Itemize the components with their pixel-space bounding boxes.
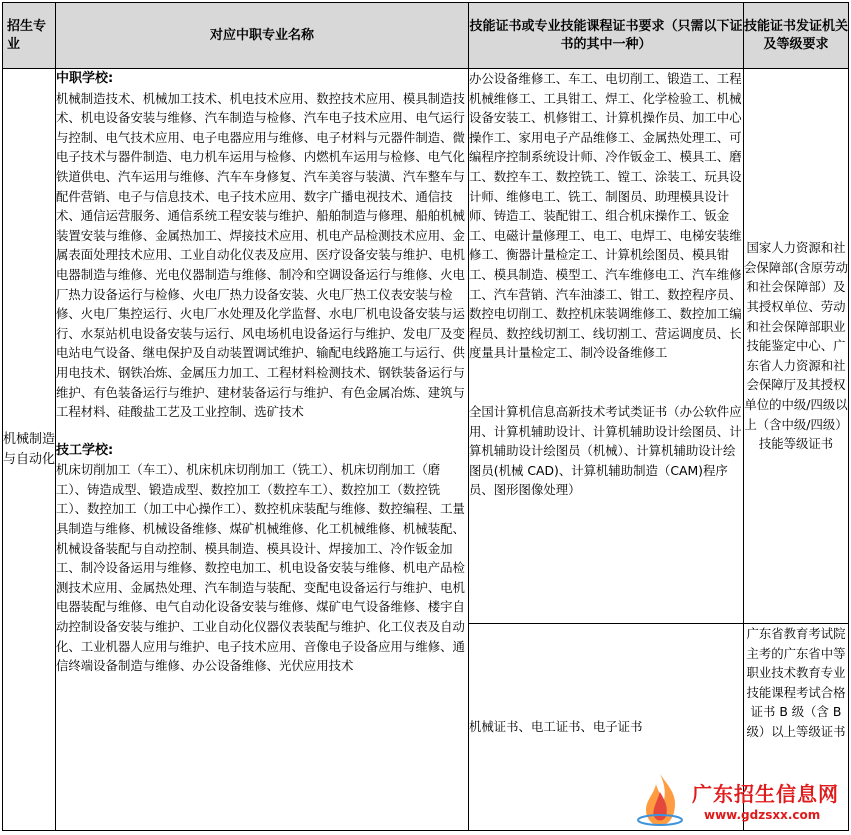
table-row: [3, 69, 849, 624]
site-watermark: [630, 770, 845, 832]
watermark-name: 广东招生信息网: [692, 782, 839, 806]
jigong-list: 机床切削加工（车工）、机床机床切削加工（铣工）、机床切削加工（磨工）、铸造成型、锻造成型、数控加工（数控车工）、数控加工（数控铣工）、数控加工（加工中心操作工）、数控机床装配与维修、数控编程、工量具制造与维修、机械设备维修、煤矿机械维修、化工机械维修、机械装配、机械设备装配与自动控制、模具制造、模具设计、焊接加工、冷作钣金加工、制冷设备运用与维修、数控电加工、机电设备安装与维修、机电产品检测技术应用、金属热处理、汽车制造与装配、变配电设备运行与维护、电机电器装配与维修、电气自动化设备安装与维修、煤矿电气设备维修、楼宇自动控制设备安装与维护、工业自动化仪器仪表装配与维护、化工仪表及自动化、工业机器人应用与维护、电子技术应用、音像电子设备应用与维修、通信终端设备制造与维修、办公设备维修、光伏应用技术: [56, 462, 465, 674]
header-major: 招生专业: [3, 3, 56, 69]
cert-cell-provincial: 机械证书、电工证书、电子证书: [469, 624, 744, 831]
cert-list-national: 办公设备维修工、车工、电切削工、锻造工、工程机械维修工、工具钳工、焊工、化学检验工、机械设备安装工、机修钳工、计算机操作员、加工中心操作工、家用电子产品维修工、金属热处理工、可编程序控制系统设计师、冷作钣金工、模具工、磨工、数控车工、数控铣工、镗工、涂装工、玩具设计师、维修电工、铣工、制图员、助理模具设计师、铸造工、装配钳工、组合机床操作工、钣金工、电磁计量修理工、电工、电焊工、电梯安装维修工、衡器计量检定工、计算机绘图员、模具钳工、模具制造、模型工、汽车维修电工、汽车维修工、汽车营销、汽车油漆工、钳工、数控程序员、数控电切削工、数控机床装调维修工、数控加工编程员、数控线切割工、线切割工、营运调度员、长度量具计量检定工、制冷设备维修工: [469, 71, 742, 361]
zhongzhi-list: 机械制造技术、机械加工技术、机电技术应用、数控技术应用、模具制造技术、机电设备安装与维修、汽车制造与检修、汽车电子技术应用、电气运行与控制、电气技术应用、电子电器应用与维修、电子材料与元器件制造、微电子技术与器件制造、电力机车运用与检修、内燃机车运用与检修、电气化铁道供电、汽车运用与维修、汽车车身修复、汽车美容与装潢、汽车整车与配件营销、电子与信息技术、电子技术应用、数字广播电视技术、通信技术、通信运营服务、通信系统工程安装与维护、船舶制造与修理、船舶机械装置安装与维修、金属热加工、焊接技术应用、机电产品检测技术应用、金属表面处理技术应用、工业自动化仪表及应用、医疗设备安装与维护、电机电器制造与维修、光电仪器制造与维修、制冷和空调设备运行与维修、火电厂热力设备运行与检修、火电厂热力设备安装、火电厂热工仪表安装与检修、火电厂集控运行、火电厂水处理及化学监督、水电厂机电设备安装与运行、水泵站机电设备安装与运行、风电场机电设备运行与维护、发电厂及变电站电气设备、继电保护及自动装置调试维护、输配电线路施工与运行、供用电技术、钢铁冶炼、金属压力加工、工程材料检测技术、钢铁装备运行与维护、有色装备运行与维护、建材装备运行与维护、有色金属冶炼、建筑与工程材料、硅酸盐工艺及工业控制、选矿技术: [56, 90, 465, 420]
flame-logo-icon: [630, 770, 690, 830]
header-row: [3, 3, 849, 69]
authority-cell-national: 国家人力资源和社会保障部(含原劳动和社会保障部）及其授权单位、劳动和社会保障部职业技能鉴定中心、广东省人力资源和社会保障厅及其授权单位的中级/四级以上（含中级/四级）技能等级证书: [744, 69, 849, 624]
requirements-table: [2, 2, 849, 831]
jigong-title: 技工学校:: [56, 442, 114, 458]
cert-cell-national: [469, 69, 744, 624]
major-cell: 机械制造与自动化: [3, 69, 56, 831]
header-authority: 技能证书发证机关及等级要求: [744, 3, 849, 69]
cert-list-computer: 全国计算机信息高新技术考试类证书（办公软件应用、计算机辅助设计、计算机辅助设计绘图员、计算机辅助设计绘图员（机械）、计算机辅助设计绘图员(机械 CAD)、计算机辅助制造（CAM)程序员、图形图像处理）: [469, 403, 742, 498]
authority-cell-provincial: 广东省教育考试院主考的广东省中等职业技术教育专业技能课程考试合格证书 B 级（含 B 级）以上等级证书: [744, 624, 849, 831]
schools-cell: [56, 69, 469, 831]
zhongzhi-title: 中职学校:: [56, 71, 114, 86]
watermark-url: www.gdzsxx.com: [704, 808, 821, 822]
header-schools: 对应中职专业名称: [56, 3, 469, 69]
header-certs: 技能证书或专业技能课程证书要求（只需以下证书的其中一种）: [469, 3, 744, 69]
